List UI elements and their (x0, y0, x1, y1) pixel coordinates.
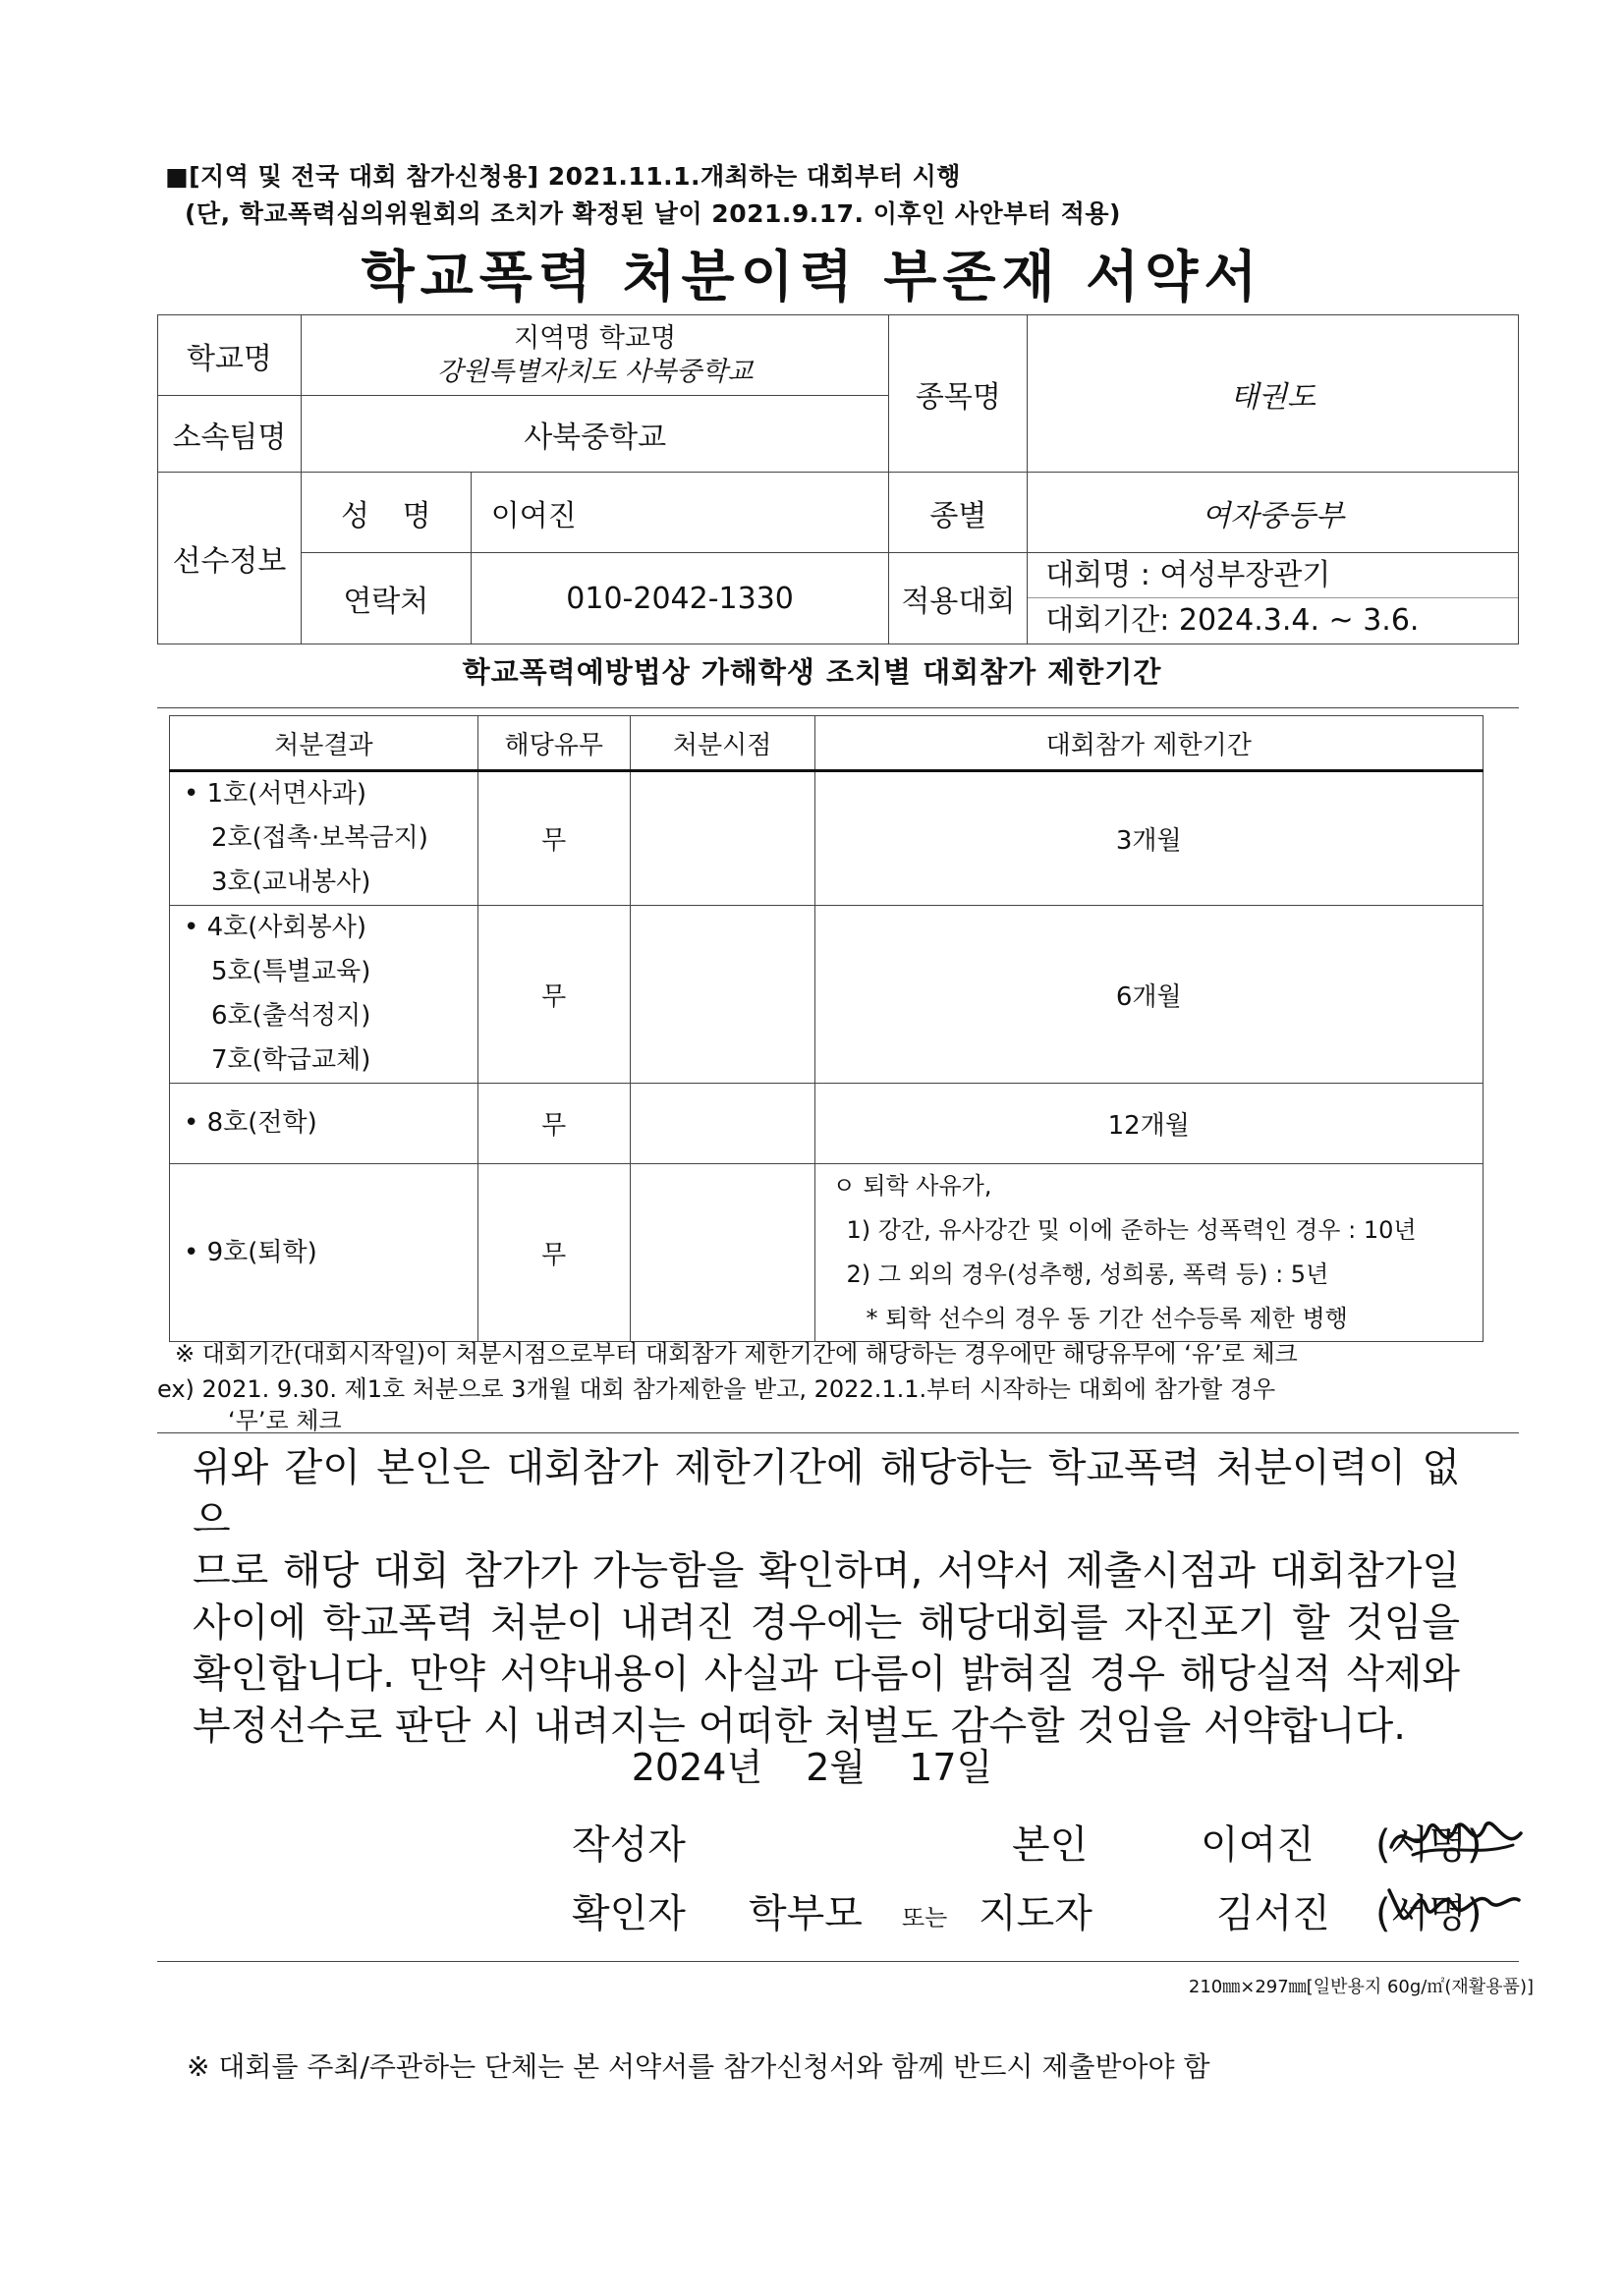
pledge-line: 확인합니다. 만약 서약내용이 사실과 다름이 밝혀질 경우 해당실적 삭제와 (193, 1652, 1460, 1697)
pledge-line: 부정선수로 판단 시 내려지는 어떠한 처벌도 감수할 것임을 서약합니다. (193, 1703, 1406, 1749)
limit-note-line: 1) 강간, 유사강간 및 이에 준하는 성폭력인 경우 : 10년 (846, 1216, 1417, 1244)
table-row (170, 906, 1484, 1084)
caption-divider (157, 707, 1519, 708)
result-cell (170, 771, 478, 906)
school-value: 강원특별자치도 사북중학교 (436, 356, 754, 387)
or-label: 또는 (902, 1904, 948, 1932)
time-cell (630, 771, 814, 906)
applies-cell: 무 (477, 906, 630, 1084)
header-applies: 해당유무 (477, 716, 630, 771)
confirmer-label: 확인자 (572, 1891, 686, 1936)
result-item: 7호(학급교체) (211, 1045, 371, 1075)
applies-cell: 무 (477, 771, 630, 906)
sport-label: 종목명 (889, 315, 1028, 473)
limit-note-line: 2) 그 외의 경우(성추행, 성희롱, 폭력 등) : 5년 (846, 1260, 1329, 1288)
limit-cell: 3개월 (814, 771, 1484, 906)
time-cell (630, 1164, 814, 1342)
competition-label: 적용대회 (889, 553, 1028, 644)
competition-name: 대회명 : 여성부장관기 (1028, 553, 1518, 598)
result-item: 2호(접촉·보복금지) (211, 823, 428, 853)
result-item: • 8호(전학) (170, 1084, 478, 1164)
name-value: 이여진 (471, 473, 889, 553)
writer-label: 작성자 (572, 1822, 686, 1868)
signature-divider (157, 1961, 1519, 1962)
pledge-text (193, 1442, 1460, 1752)
restriction-table (169, 715, 1484, 1342)
team-label: 소속팀명 (158, 396, 302, 473)
school-header: 지역명 학교명 (514, 322, 677, 354)
paper-spec: 210㎜×297㎜[일반용지 60g/㎡(재활용품)] (1188, 1977, 1534, 1997)
coach-label: 지도자 (979, 1891, 1092, 1936)
result-item: • 1호(서면사과) (184, 779, 367, 809)
name-label: 성 명 (301, 473, 471, 553)
header-result: 처분결과 (170, 716, 478, 771)
header-time: 처분시점 (630, 716, 814, 771)
writer-handwritten-signature (1383, 1808, 1531, 1871)
footnote-1: ※ 대회기간(대회시작일)이 처분시점으로부터 대회참가 제한기간에 해당하는 경우에만 해당유무에 ‘유’로 체크 (175, 1340, 1298, 1368)
limit-note-line: ㅇ 퇴학 사유가, (832, 1172, 992, 1200)
applies-cell: 무 (477, 1084, 630, 1164)
sport-value: 태권도 (1028, 315, 1519, 473)
limit-cell: 6개월 (814, 906, 1484, 1084)
table-row (170, 1084, 1484, 1164)
final-note: ※ 대회를 주최/주관하는 단체는 본 서약서를 참가신청서와 함께 반드시 제출받아야 함 (187, 2050, 1210, 2083)
pledge-date: 2024년 2월 17일 (631, 1746, 993, 1789)
school-cell (301, 315, 889, 396)
confirmer-handwritten-signature (1379, 1873, 1527, 1935)
pledge-line: 므로 해당 대회 참가가 가능함을 확인하며, 서약서 제출시점과 대회참가일 (193, 1548, 1460, 1594)
category-value: 여자중등부 (1028, 473, 1519, 553)
pledge-line: 위와 같이 본인은 대회참가 제한기간에 해당하는 학교폭력 처분이력이 없으 (193, 1445, 1460, 1542)
player-info-label: 선수정보 (158, 473, 302, 644)
pledge-line: 사이에 학교폭력 처분이 내려진 경우에는 해당대회를 자진포기 할 것임을 (193, 1599, 1460, 1646)
result-item: 6호(출석정지) (211, 1001, 371, 1031)
contact-label: 연락처 (301, 553, 471, 644)
team-value: 사북중학교 (301, 396, 889, 473)
result-item: 5호(특별교육) (211, 957, 371, 986)
category-label: 종별 (889, 473, 1028, 553)
writer-name: 이여진 (1201, 1822, 1315, 1868)
result-cell (170, 906, 478, 1084)
time-cell (630, 1084, 814, 1164)
confirmer-signature-mark: (서명) (1375, 1891, 1483, 1936)
result-item: • 9호(퇴학) (170, 1164, 478, 1342)
applies-cell: 무 (477, 1164, 630, 1342)
document-title: 학교폭력 처분이력 부존재 서약서 (361, 246, 1263, 309)
confirmer-name: 김서진 (1216, 1891, 1330, 1936)
result-item: 3호(교내봉사) (211, 868, 371, 897)
notice-line-2: (단, 학교폭력심의위원회의 조치가 확정된 날이 2021.9.17. 이후인 사안부터 적용) (185, 199, 1121, 228)
school-label: 학교명 (158, 315, 302, 396)
table-row (170, 1164, 1484, 1342)
limit-note-cell (814, 1164, 1484, 1342)
footnote-divider (157, 1432, 1519, 1433)
header-limit: 대회참가 제한기간 (814, 716, 1484, 771)
competition-period: 대회기간: 2024.3.4. ~ 3.6. (1045, 603, 1420, 638)
contact-value: 010-2042-1330 (471, 553, 889, 644)
footnote-3: ‘무’로 체크 (228, 1407, 342, 1434)
writer-signature-mark: (서명) (1375, 1822, 1483, 1868)
parent-label: 학부모 (749, 1891, 863, 1936)
result-item: • 4호(사회봉사) (184, 913, 367, 942)
limit-note-line: * 퇴학 선수의 경우 동 기간 선수등록 제한 병행 (866, 1305, 1348, 1332)
table-caption: 학교폭력예방법상 가해학생 조치별 대회참가 제한기간 (462, 655, 1162, 689)
footnote-2: ex) 2021. 9.30. 제1호 처분으로 3개월 대회 참가제한을 받고, 2022.1.1.부터 시작하는 대회에 참가할 경우 (157, 1375, 1276, 1403)
writer-role: 본인 (1012, 1822, 1089, 1868)
notice-line-1: ■[지역 및 전국 대회 참가신청용] 2021.11.1.개최하는 대회부터 시행 (165, 162, 961, 191)
limit-cell: 12개월 (814, 1084, 1484, 1164)
competition-cell (1028, 553, 1519, 644)
table-row (170, 771, 1484, 906)
applicant-info-table (157, 314, 1519, 644)
time-cell (630, 906, 814, 1084)
